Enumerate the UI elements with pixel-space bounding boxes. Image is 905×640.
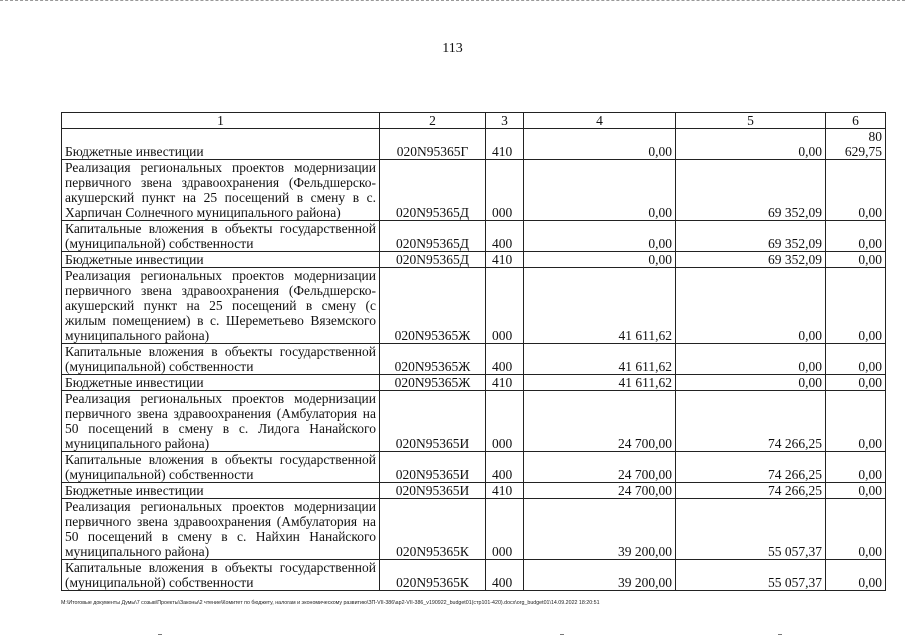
row-expense-type-cell: 400 [486,452,524,483]
header-cell-4: 4 [524,113,676,129]
row-code-cell: 020N95365И [380,483,486,499]
bottom-scan-edge [0,634,905,640]
row-value-col5-cell: 74 266,25 [676,483,826,499]
row-value-col4-cell: 24 700,00 [524,452,676,483]
table-row [62,499,886,560]
table-header-row [62,113,886,129]
row-value-col5-cell: 74 266,25 [676,452,826,483]
table-row [62,129,886,160]
row-value-col6-cell: 0,00 [826,452,886,483]
row-code-cell: 020N95365К [380,560,486,591]
row-code-cell: 020N95365К [380,499,486,560]
row-name-cell: Капитальные вложения в объекты государственной (муниципальной) собственности [62,221,380,252]
table-row [62,391,886,452]
row-expense-type-cell: 400 [486,560,524,591]
footer-file-path: M:\Итоговые документы Думы\7 созыв\Проекты\Законы\2 чтение\Комитет по бюджету, налогам и экономическому развитию\ЗП-VII-386\ap2-VII-386_v190922_budget01(стр101-420).docx\org_budget01\14.09.2022 18:20:51 [61,600,600,606]
row-value-col5-cell: 0,00 [676,375,826,391]
row-expense-type-cell: 410 [486,252,524,268]
row-code-cell: 020N95365Д [380,252,486,268]
row-name-cell: Реализация региональных проектов модернизации первичного звена здравоохранения (Амбулатория на 50 посещений в смену в с. Лидога Нанайского муниципального района) [62,391,380,452]
row-name-cell: Бюджетные инвестиции [62,252,380,268]
row-value-col6-cell: 0,00 [826,252,886,268]
row-value-col5-cell: 69 352,09 [676,160,826,221]
row-value-col5-cell: 55 057,37 [676,560,826,591]
row-value-col4-cell: 41 611,62 [524,268,676,344]
row-value-col4-cell: 24 700,00 [524,483,676,499]
row-name-cell: Реализация региональных проектов модернизации первичного звена здравоохранения (Амбулатория на 50 посещений в смену в с. Найхин Нанайского муниципального района) [62,499,380,560]
row-value-col6-cell: 0,00 [826,344,886,375]
table-row [62,483,886,499]
row-value-col6-cell: 0,00 [826,375,886,391]
row-value-col6-cell: 0,00 [826,391,886,452]
table-row [62,375,886,391]
row-name-cell: Реализация региональных проектов модернизации первичного звена здравоохранения (Фельдшерско-акушерский пункт на 25 посещений в смену в с. Харпичан Солнечного муниципального района) [62,160,380,221]
row-value-col6-cell: 0,00 [826,221,886,252]
row-code-cell: 020N95365Д [380,160,486,221]
row-value-col4-cell: 0,00 [524,221,676,252]
row-value-col6-cell: 0,00 [826,268,886,344]
row-code-cell: 020N95365Ж [380,344,486,375]
table-row [62,560,886,591]
header-cell-5: 5 [676,113,826,129]
row-value-col4-cell: 0,00 [524,252,676,268]
row-value-col6-cell: 0,00 [826,160,886,221]
row-code-cell: 020N95365И [380,391,486,452]
row-value-col6-cell: 80 629,75 [826,129,886,160]
table-row [62,344,886,375]
row-expense-type-cell: 410 [486,483,524,499]
row-expense-type-cell: 400 [486,221,524,252]
row-name-cell: Бюджетные инвестиции [62,129,380,160]
row-value-col4-cell: 41 611,62 [524,375,676,391]
row-name-cell: Реализация региональных проектов модернизации первичного звена здравоохранения (Фельдшерско-акушерский пункт на 25 посещений в смену (с жилым помещением) в с. Шереметьево Вяземского муниципального района) [62,268,380,344]
table-row [62,252,886,268]
table-body [62,113,886,591]
row-code-cell: 020N95365Ж [380,268,486,344]
row-expense-type-cell: 000 [486,160,524,221]
table-row [62,268,886,344]
top-scan-edge [0,0,905,3]
row-value-col5-cell: 74 266,25 [676,391,826,452]
row-name-cell: Капитальные вложения в объекты государственной (муниципальной) собственности [62,560,380,591]
row-code-cell: 020N95365Г [380,129,486,160]
table-row [62,221,886,252]
row-name-cell: Бюджетные инвестиции [62,375,380,391]
row-value-col5-cell: 0,00 [676,129,826,160]
table-row [62,452,886,483]
row-expense-type-cell: 410 [486,375,524,391]
row-value-col5-cell: 69 352,09 [676,221,826,252]
row-expense-type-cell: 000 [486,391,524,452]
page-number: 113 [442,41,463,56]
row-value-col4-cell: 0,00 [524,129,676,160]
header-cell-1: 1 [62,113,380,129]
header-cell-6: 6 [826,113,886,129]
row-code-cell: 020N95365Ж [380,375,486,391]
row-code-cell: 020N95365Д [380,221,486,252]
row-value-col6-cell: 0,00 [826,560,886,591]
budget-table [61,112,886,591]
row-value-col5-cell: 55 057,37 [676,499,826,560]
header-cell-2: 2 [380,113,486,129]
table-row [62,160,886,221]
row-value-col4-cell: 39 200,00 [524,499,676,560]
row-expense-type-cell: 410 [486,129,524,160]
row-name-cell: Капитальные вложения в объекты государственной (муниципальной) собственности [62,344,380,375]
row-value-col6-cell: 0,00 [826,483,886,499]
row-value-col5-cell: 69 352,09 [676,252,826,268]
row-value-col5-cell: 0,00 [676,268,826,344]
row-value-col4-cell: 39 200,00 [524,560,676,591]
row-value-col5-cell: 0,00 [676,344,826,375]
row-expense-type-cell: 000 [486,268,524,344]
row-value-col4-cell: 24 700,00 [524,391,676,452]
header-cell-3: 3 [486,113,524,129]
row-value-col4-cell: 41 611,62 [524,344,676,375]
row-value-col6-cell: 0,00 [826,499,886,560]
row-value-col4-cell: 0,00 [524,160,676,221]
row-code-cell: 020N95365И [380,452,486,483]
row-name-cell: Бюджетные инвестиции [62,483,380,499]
row-expense-type-cell: 400 [486,344,524,375]
row-name-cell: Капитальные вложения в объекты государственной (муниципальной) собственности [62,452,380,483]
row-expense-type-cell: 000 [486,499,524,560]
